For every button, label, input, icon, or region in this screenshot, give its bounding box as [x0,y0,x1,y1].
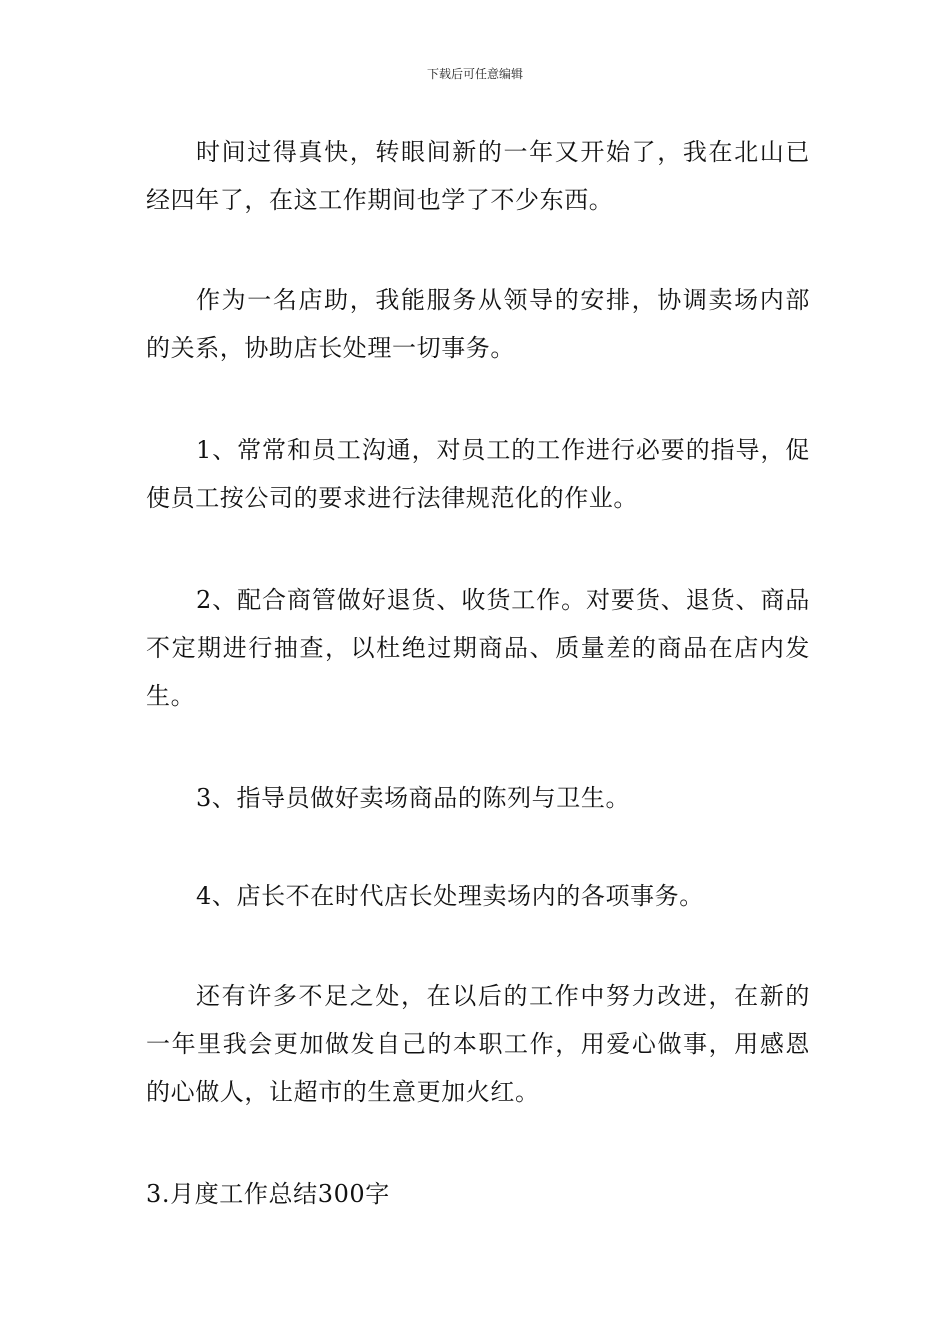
paragraph-intro: 时间过得真快，转眼间新的一年又开始了，我在北山已经四年了，在这工作期间也学了不少东西。 [146,138,810,214]
paragraph-conclusion: 还有许多不足之处，在以后的工作中努力改进，在新的一年里我会更加做发自己的本职工作，用爱心做事，用感恩的心做人，让超市的生意更加火红。 [146,982,810,1106]
paragraph-item-1: 1、常常和员工沟通，对员工的工作进行必要的指导，促使员工按公司的要求进行法律规范化的作业。 [146,436,810,512]
header-note: 下载后可任意编辑 [426,67,523,81]
paragraph-item-3: 3、指导员做好卖场商品的陈列与卫生。 [196,784,631,812]
paragraph-item-2: 2、配合商管做好退货、收货工作。对要货、退货、商品不定期进行抽查，以杜绝过期商品、质量差的商品在店内发生。 [146,586,810,710]
paragraph-role: 作为一名店助，我能服务从领导的安排，协调卖场内部的关系，协助店长处理一切事务。 [146,286,810,362]
paragraph-item-4: 4、店长不在时代店长处理卖场内的各项事务。 [196,882,704,910]
section-heading: 3.月度工作总结300字 [146,1180,390,1208]
